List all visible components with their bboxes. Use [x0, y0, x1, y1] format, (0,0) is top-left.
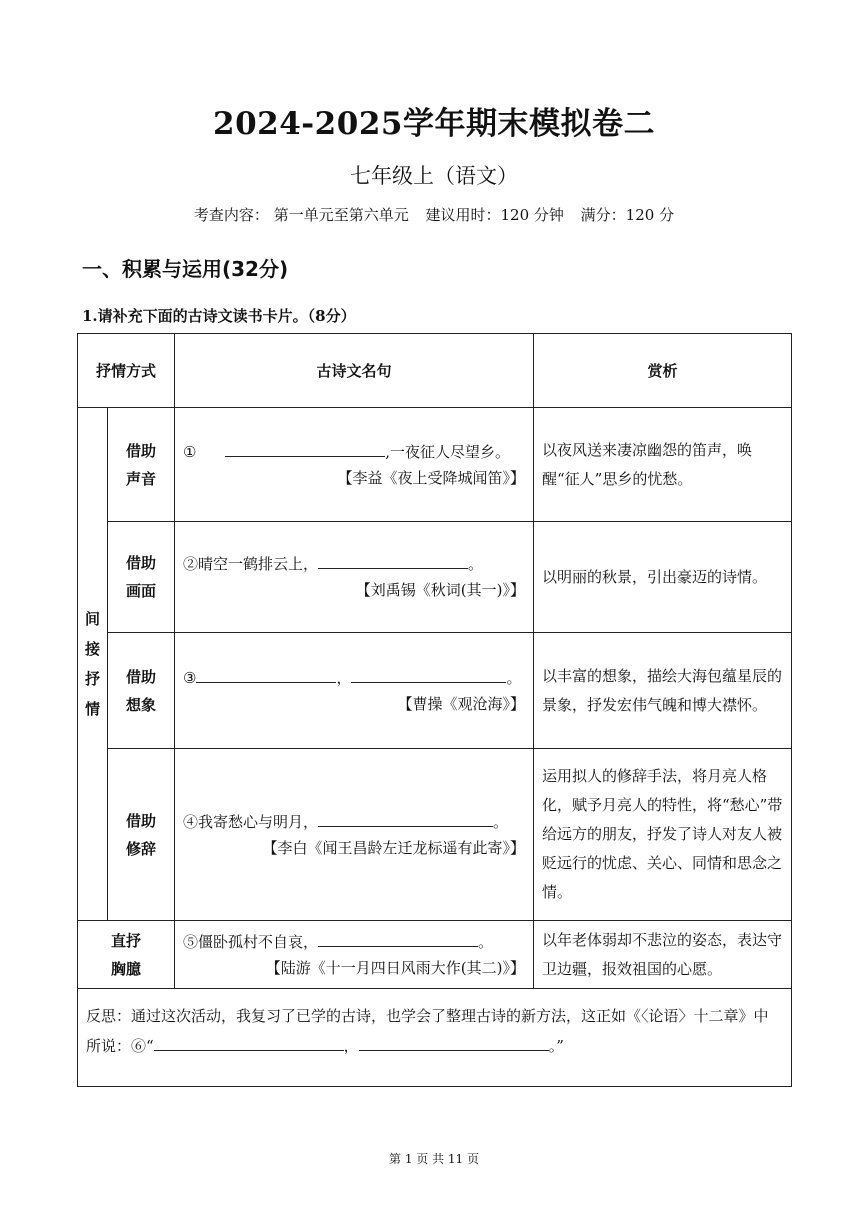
method-cell: 直抒 胸臆 [78, 921, 175, 989]
reflection-row [78, 989, 792, 1087]
indirect-lyric-label: 间 接 抒 情 [78, 408, 108, 921]
table-row [78, 749, 792, 921]
header-method: 抒情方式 [78, 334, 175, 408]
exam-score: 满分：120 分 [580, 206, 675, 224]
table-row [78, 921, 792, 989]
exam-info [0, 204, 868, 225]
page-footer: 第 1 页 共 11 页 [389, 1152, 479, 1166]
answer-blank-3b[interactable] [351, 666, 506, 683]
table-row [78, 522, 792, 633]
table-header-row [78, 334, 792, 408]
method-cell: 借助 想象 [108, 633, 175, 749]
reflection-cell: 反思：通过这次活动，我复习了已学的古诗，也学会了整理古诗的新方法，这正如《〈论语〉十二章》中所说：⑥“ ， 。” [78, 989, 792, 1087]
poem-source: 【曹操《观沧海》】 [397, 694, 526, 713]
poem-source: 【李益《夜上受降城闻笛》】 [337, 468, 526, 487]
poem-cell: ⑤僵卧孤村不自哀， 。 【陆游《十一月四日风雨大作(其二)》】 [175, 921, 534, 989]
table-row [78, 633, 792, 749]
poem-source: 【陆游《十一月四日风雨大作(其二)》】 [265, 958, 526, 977]
poem-cell: ④我寄愁心与明月， 。 【李白《闻王昌龄左迁龙标遥有此寄》】 [175, 749, 534, 921]
answer-blank-6b[interactable] [359, 1034, 549, 1051]
method-cell: 借助 修辞 [108, 749, 175, 921]
exam-scope: 考查内容： 第一单元至第六单元 [193, 206, 409, 224]
poem-source: 【李白《闻王昌龄左迁龙标遥有此寄》】 [262, 838, 526, 857]
section-title: 一、积累与运用(32分) [82, 257, 289, 281]
analysis-cell: 以年老体弱却不悲泣的姿态，表达守卫边疆，报效祖国的心愿。 [534, 921, 792, 989]
table-row [78, 408, 792, 522]
analysis-cell: 以丰富的想象，描绘大海包蕴星辰的景象，抒发宏伟气魄和博大襟怀。 [534, 633, 792, 749]
method-cell: 借助 声音 [108, 408, 175, 522]
header-poem: 古诗文名句 [175, 334, 534, 408]
answer-blank-6a[interactable] [154, 1034, 344, 1051]
reading-card-table [77, 333, 792, 1087]
answer-blank-4[interactable] [318, 810, 493, 827]
answer-blank-5[interactable] [318, 930, 478, 947]
exam-subtitle: 七年级上（语文） [350, 164, 518, 188]
answer-blank-1[interactable] [225, 440, 385, 457]
poem-cell: ③ ， 。 【曹操《观沧海》】 [175, 633, 534, 749]
poem-source: 【刘禹锡《秋词(其一)》】 [355, 581, 526, 599]
poem-cell: ②晴空一鹤排云上， 。 【刘禹锡《秋词(其一)》】 [175, 522, 534, 633]
answer-blank-3a[interactable] [196, 666, 336, 683]
answer-blank-2[interactable] [318, 552, 468, 569]
header-analysis: 赏析 [534, 334, 792, 408]
method-cell: 借助 画面 [108, 522, 175, 633]
analysis-cell: 以夜风送来凄凉幽怨的笛声，唤醒“征人”思乡的忧愁。 [534, 408, 792, 522]
exam-title: 2024-2025学年期末模拟卷二 [213, 106, 655, 142]
analysis-cell: 运用拟人的修辞手法，将月亮人格化，赋予月亮人的特性，将“愁心”带给远方的朋友，抒发了诗人对友人被贬远行的忧虑、关心、同情和思念之情。 [534, 749, 792, 921]
exam-time: 建议用时：120 分钟 [425, 206, 564, 224]
poem-cell: ① ,一夜征人尽望乡。 【李益《夜上受降城闻笛》】 [175, 408, 534, 522]
analysis-cell: 以明丽的秋景，引出豪迈的诗情。 [534, 522, 792, 633]
question-1: 1.请补充下面的古诗文读书卡片。（8分） [82, 307, 356, 325]
